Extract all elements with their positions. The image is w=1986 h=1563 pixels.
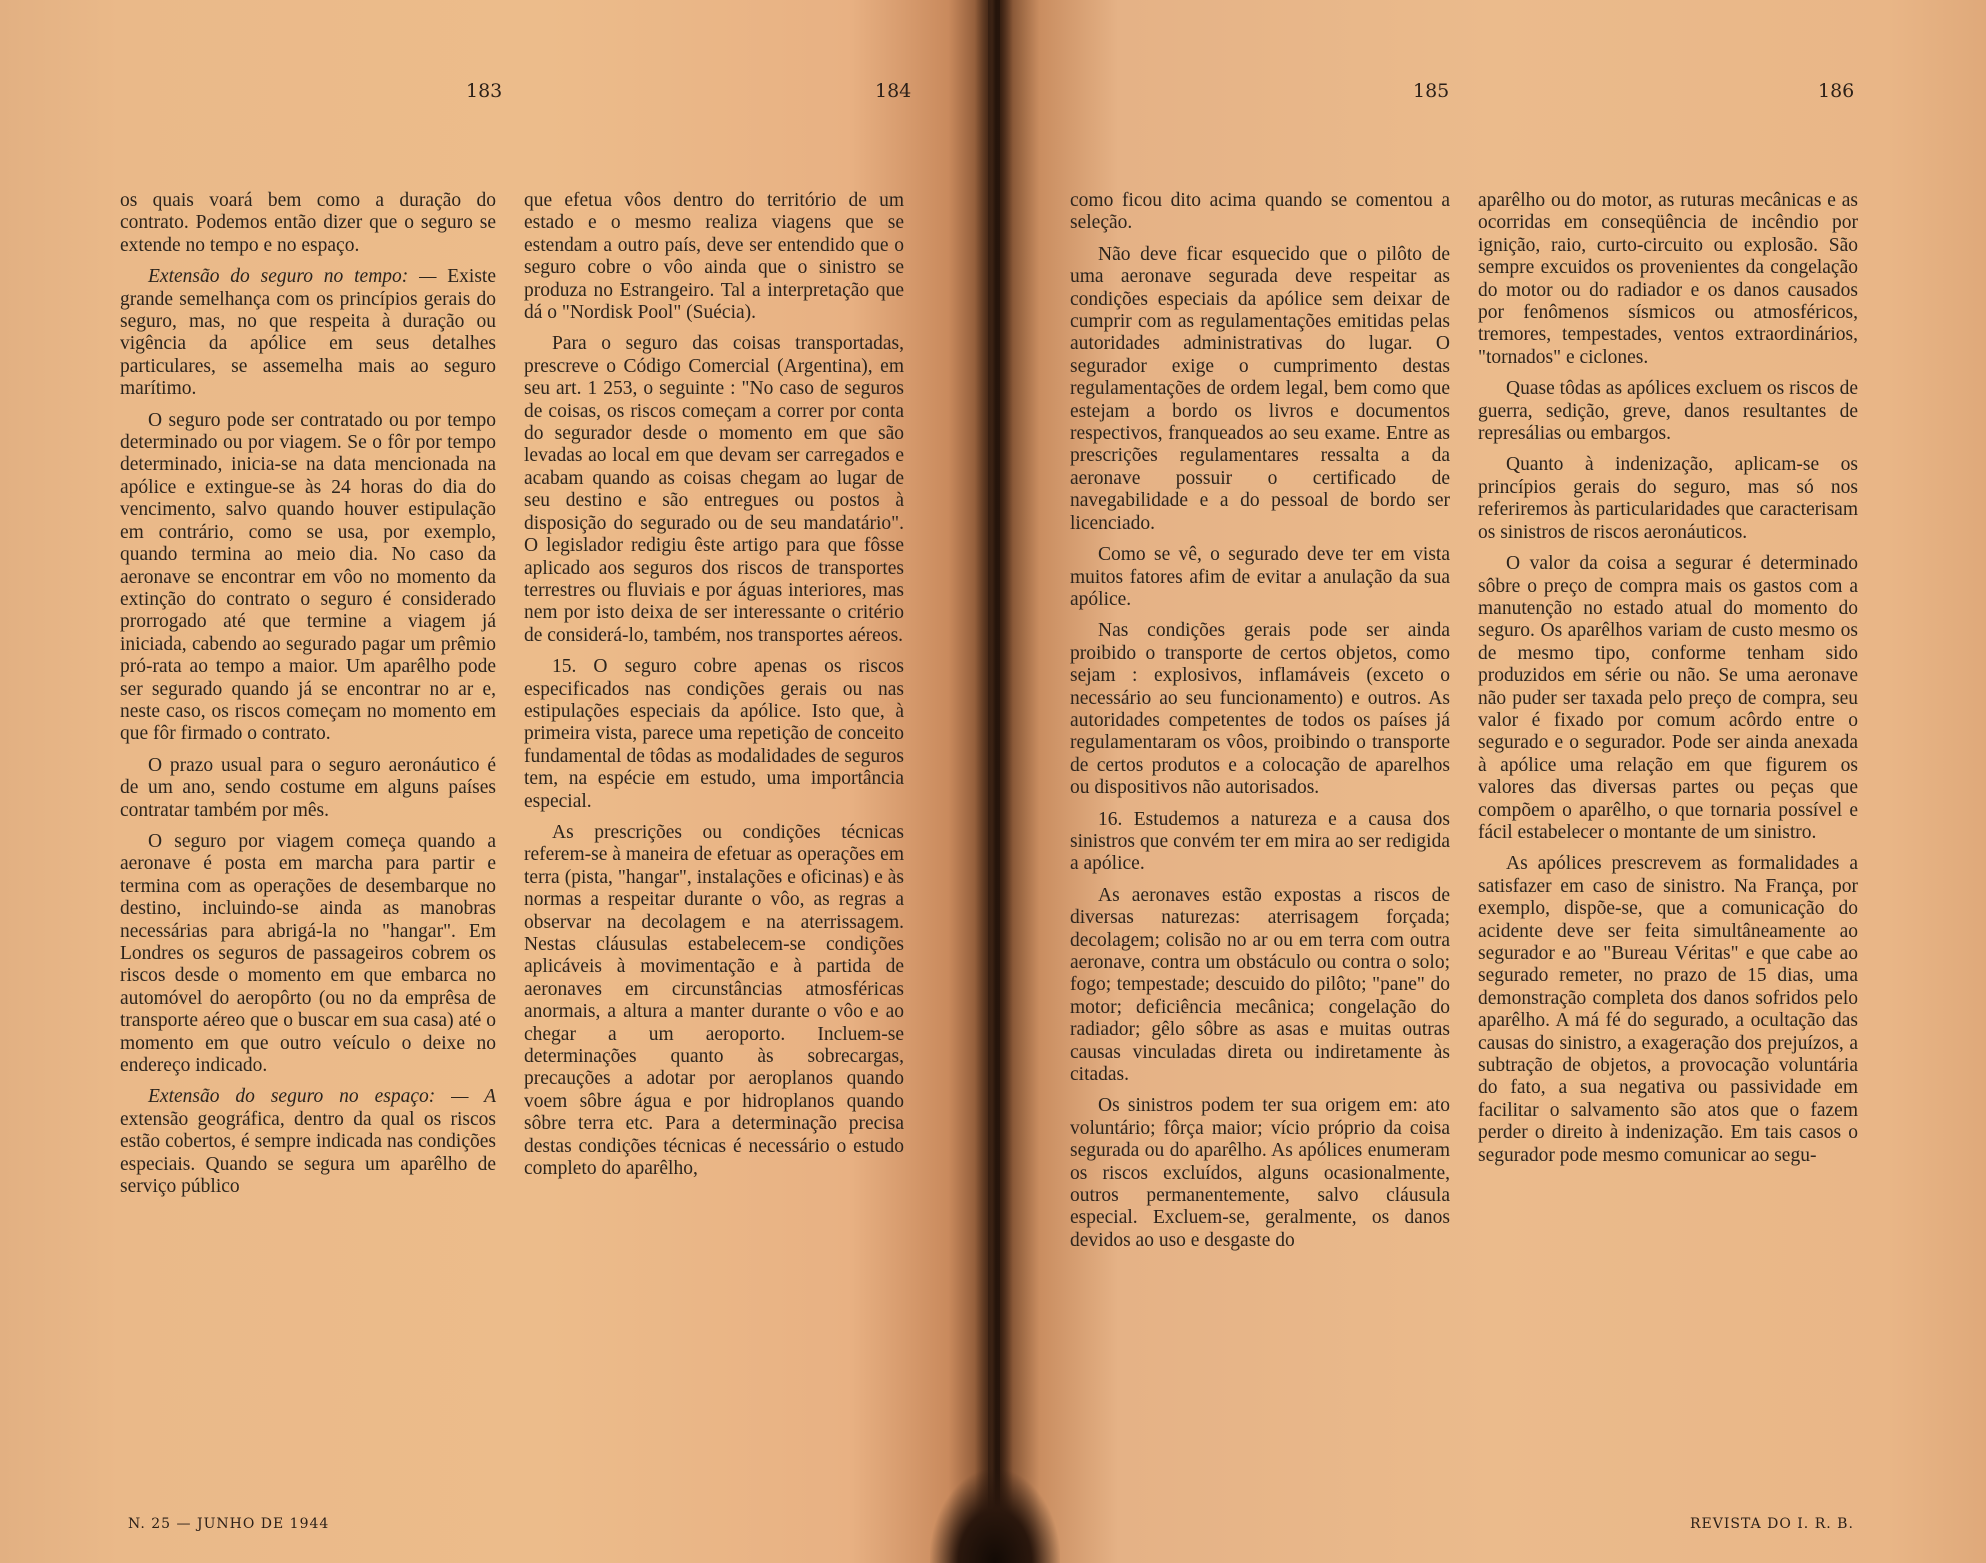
paragraph: As prescrições ou condições técnicas referem-se à maneira de efetuar as operações em terra (pista, "hangar", instalações e oficinas) e às normas a respeitar durante o vôo, as regras a observar na decolagem e na aterrissagem. Nestas cláusulas estabelecem-se condições aplicáveis à movimentação e à partida de aeronaves em circunstâncias atmosféricas anormais, a altura a manter durante o vôo e ao chegar a um aeroporto. Incluem-se determinações quanto às sobrecargas, precauções a adotar por aeroplanos quando voem sôbre água e por hidroplanos quando sôbre terra etc. Para a determinação precisa destas condições técnicas é necessário o estudo completo do aparêlho, <box>524 821 904 1180</box>
page-number-184: 184 <box>875 80 912 102</box>
page-number-185: 185 <box>1413 80 1450 102</box>
paragraph: O seguro pode ser contratado ou por tempo determinado ou por viagem. Se o fôr por tempo determinado, inicia-se na data mencionada na apólice e extingue-se às 24 horas do dia do vencimento, salvo quando houver estipulação em contrário, como se usa, por exemplo, quando termina ao meio dia. No caso da aeronave se encontrar em vôo no momento da extinção do contrato o seguro é considerado prorrogado até que termine a viagem já iniciada, cabendo ao segurado pagar um prêmio pró-rata ao tempo a maior. Um aparêlho pode ser segurado quando já se encontrar no ar e, neste caso, os riscos começam no momento em que fôr firmado o contrato. <box>120 409 496 745</box>
paragraph: Os sinistros podem ter sua origem em: ato voluntário; fôrça maior; vício próprio da coisa segurada ou do aparêlho. As apólices enumeram os riscos excluídos, alguns ocasionalmente, outros permanentemente, salvo cláusula especial. Excluem-se, geralmente, os danos devidos ao uso e desgaste do <box>1070 1095 1450 1251</box>
paragraph: Para o seguro das coisas transportadas, prescreve o Código Comercial (Argentina), em seu art. 1 253, o seguinte : "No caso de seguros de coisas, os riscos começam a correr por conta do segurador desde o momento em que são levadas ao local em que devam ser carregados e acabam quando as coisas chegam ao lugar de seu destino e são entregues ou postos à disposição do segurado ou de seu mandatário". O legislador redigiu êste artigo para que fôsse aplicado aos seguros dos riscos de transportes terrestres ou fluviais e por águas interiores, mas nem por isto deixa de ser interessante o critério de considerá-lo, também, nos transportes aéreos. <box>524 333 904 646</box>
section-heading: Extensão do seguro no tempo: — <box>148 266 437 288</box>
section-heading: Extensão do seguro no espaço: — A <box>148 1086 496 1108</box>
footer-journal: REVISTA DO I. R. B. <box>1690 1516 1854 1532</box>
paragraph: como ficou dito acima quando se comentou a seleção. <box>1070 190 1450 234</box>
paragraph: O valor da coisa a segurar é determinado sôbre o preço de compra mais os gastos com a manutenção no estado atual do momento do seguro. Os aparêlhos variam de custo mesmo os de mesmo tipo, conforme tenham sido produzidos em série ou não. Se uma aeronave não puder ser taxada pelo preço de compra, seu valor é fixado por comum acôrdo entre o segurado e o segurador. Pode ser ainda anexada à apólice uma relação em que figurem os valores das diversas partes ou peças que compõem o aparêlho, o que tornaria possível e fácil estabelecer o montante de um sinistro. <box>1478 553 1858 843</box>
paragraph-text: extensão geográfica, dentro da qual os riscos estão cobertos, é sempre indicada nas condições especiais. Quando se segura um aparêlho de serviço público <box>120 1108 496 1198</box>
column-page-185 <box>1070 190 1450 1261</box>
page-number-183: 183 <box>466 80 503 102</box>
left-page <box>0 0 988 1563</box>
footer-issue: N. 25 — JUNHO DE 1944 <box>128 1516 330 1532</box>
paragraph: 16. Estudemos a natureza e a causa dos sinistros que convém ter em mira ao ser redigida a apólice. <box>1070 808 1450 875</box>
paragraph: Não deve ficar esquecido que o pilôto de uma aeronave segurada deve respeitar as condições especiais da apólice sem deixar de cumprir com as regulamentações emitidas pelas autoridades administrativas do lugar. O segurador exige o cumprimento destas regulamentações de ordem legal, bem como que estejam a bordo os livros e documentos respectivos, franqueados ao seu exame. Entre as prescrições regulamentares ressalta a da aeronave possuir o certificado de navegabilidade e a do pessoal de bordo ser licenciado. <box>1070 243 1450 534</box>
paragraph <box>120 266 496 400</box>
paragraph: aparêlho ou do motor, as ruturas mecânicas e as ocorridas em conseqüência de incêndio por ignição, raio, curto-circuito ou explosão. São sempre excuidos os provenientes da congelação do motor ou do radiador e os danos causados por fenômenos sísmicos ou atmosféricos, tremores, tempestades, ventos extraordinários, "tornados" e ciclones. <box>1478 190 1858 368</box>
right-page <box>1000 0 1986 1563</box>
paragraph: As apólices prescrevem as formalidades a satisfazer em caso de sinistro. Na França, por exemplo, dispõe-se, que a comunicação do acidente deve ser feita simultâneamente ao segurador e ao "Bureau Véritas" e que cabe ao segurado remeter, no prazo de 15 dias, uma demonstração completa dos danos sofridos pelo aparêlho. A má fé do segurado, a ocultação das causas do sinistro, a exageração dos prejuízos, a subtração de objetos, a provocação voluntária do fato, a sua negativa ou passividade em facilitar o salvamento são atos que o fazem perder o direito à indenização. Em tais casos o segurador pode mesmo comunicar ao segu- <box>1478 853 1858 1166</box>
gutter-shadow <box>930 1470 1060 1563</box>
paragraph: Como se vê, o segurado deve ter em vista muitos fatores afim de evitar a anulação da sua apólice. <box>1070 544 1450 610</box>
paragraph: que efetua vôos dentro do território de um estado e o mesmo realiza viagens que se estendam a outro país, deve ser entendido que o seguro cobre o vôo ainda que o sinistro se produza no Estrangeiro. Tal a interpretação que dá o "Nordisk Pool" (Suécia). <box>524 190 904 324</box>
paragraph: As aeronaves estão expostas a riscos de diversas naturezas: aterrisagem forçada; decolagem; colisão no ar ou em terra com outra aeronave, contra um obstáculo ou contra o solo; fogo; tempestade; descuido do pilôto; "pane" do motor; deficiência mecânica; congelação do radiador; gêlo sôbre as asas e muitas outras causas vinculadas direta ou indiretamente às citadas. <box>1070 884 1450 1086</box>
paragraph: Quanto à indenização, aplicam-se os princípios gerais do seguro, mas só nos referiremos às particularidades que caracterisam os sinistros de riscos aeronáuticos. <box>1478 454 1858 543</box>
column-page-186 <box>1478 190 1858 1176</box>
paragraph: O prazo usual para o seguro aeronáutico é de um ano, sendo costume em alguns países contratar também por mês. <box>120 754 496 821</box>
column-page-183 <box>120 190 496 1207</box>
page-number-186: 186 <box>1818 80 1855 102</box>
book-gutter <box>975 0 1013 1563</box>
column-page-184 <box>524 190 904 1189</box>
paragraph: os quais voará bem como a duração do contrato. Podemos então dizer que o seguro se extende no tempo e no espaço. <box>120 190 496 256</box>
paragraph <box>120 1086 496 1198</box>
paragraph: O seguro por viagem começa quando a aeronave é posta em marcha para partir e termina com as operações de desembarque no destino, incluindo-se ainda as manobras necessárias para abrigá-la no "hangar". Em Londres os seguros de passageiros cobrem os riscos desde o momento em que embarca no automóvel do aeropôrto (ou no da emprêsa de transporte aéreo que o buscar em sua casa) até o momento em que outro veículo o deixe no endereço indicado. <box>120 830 496 1077</box>
paragraph: 15. O seguro cobre apenas os riscos especificados nas condições gerais ou nas estipulações especiais da apólice. Isto que, à primeira vista, parece uma repetição de conceito fundamental de tôdas as modalidades de seguros tem, na espécie em estudo, uma importância especial. <box>524 656 904 812</box>
paragraph: Nas condições gerais pode ser ainda proibido o transporte de certos objetos, como sejam : explosivos, inflamáveis (exceto o necessário ao seu funcionamento) e outros. As autoridades competentes de todos os países já regulamentaram os vôos, proibindo o transporte de certos produtos e a colocação de aparelhos ou dispositivos não autorisados. <box>1070 620 1450 799</box>
paragraph: Quase tôdas as apólices excluem os riscos de guerra, sedição, greve, danos resultantes de represálias ou embargos. <box>1478 378 1858 445</box>
paragraph-text: Existe grande semelhança com os princípios gerais do seguro, mas, no que respeita à duração ou vigência da apólice em seus detalhes particulares, se assemelha mais ao seguro marítimo. <box>120 266 497 400</box>
